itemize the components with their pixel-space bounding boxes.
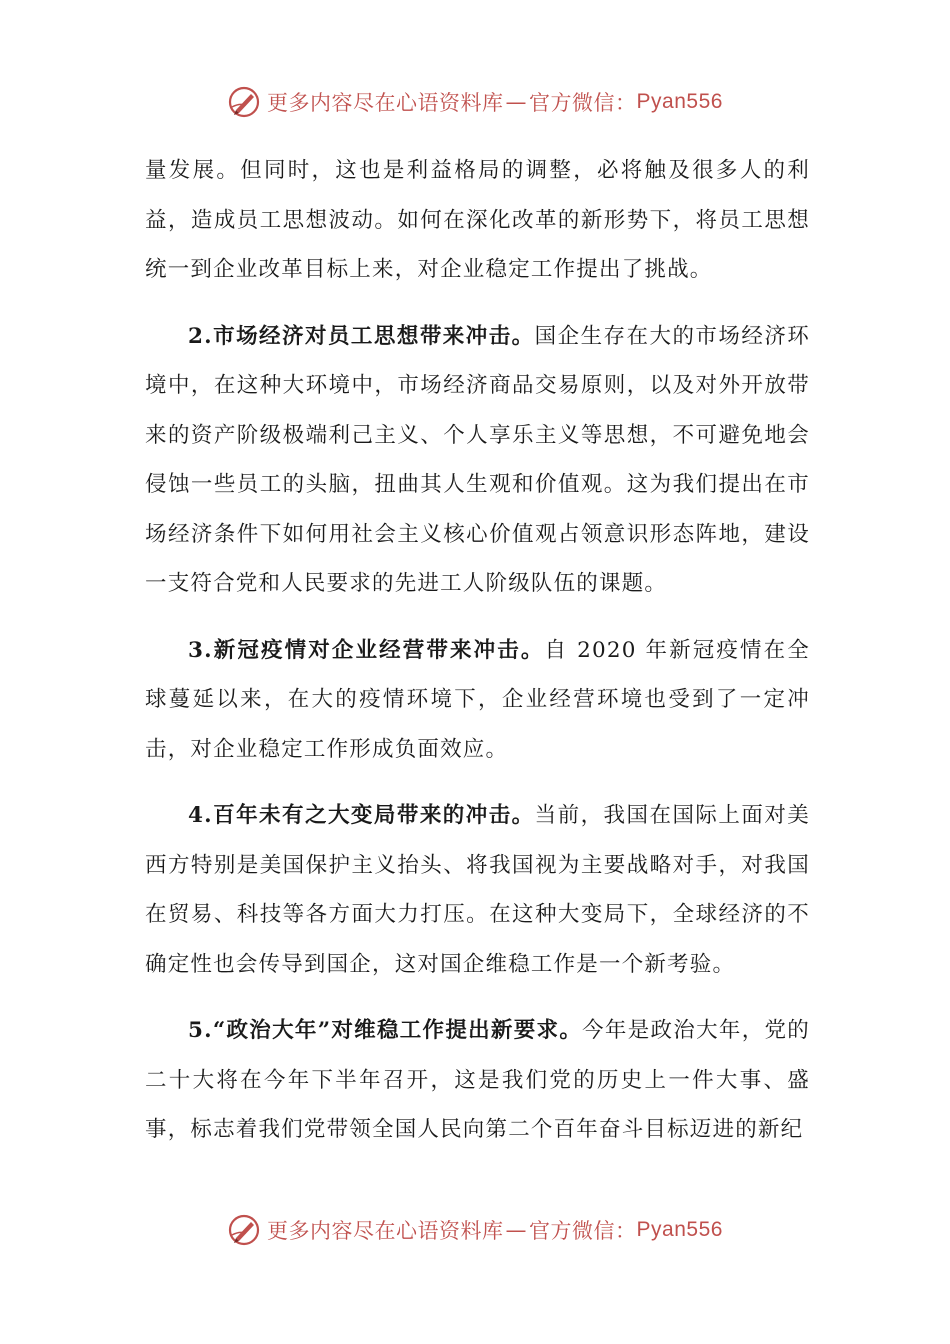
paragraph-1-body: 量发展。但同时，这也是利益格局的调整，必将触及很多人的利益，造成员工思想波动。如何在深化改革的新形势下，将员工思想统一到企业改革目标上来，对企业稳定工作提出了挑战。 (145, 158, 810, 282)
paragraph-5-body: 今年是政治大年，党的二十大将在今年下半年召开，这是我们党的历史上一件大事、盛事，标志着我们党带领全国人民向第二个百年奋斗目标迈进的新纪 (145, 1018, 810, 1142)
banner-wechat-label: 官方微信： (529, 91, 637, 115)
paragraph-2 (145, 312, 810, 609)
banner-dash: — (505, 1218, 528, 1242)
paragraph-3 (145, 626, 810, 775)
banner-dash: — (505, 90, 528, 114)
paragraph-4-heading: 4.百年未有之大变局带来的冲击。 (188, 803, 535, 828)
banner-wechat-label: 官方微信： (529, 1219, 637, 1243)
document-body (145, 146, 810, 1172)
footer-watermark-banner (0, 1210, 950, 1250)
paragraph-3-body: 自 2020 年新冠疫情在全球蔓延以来，在大的疫情环境下，企业经营环境也受到了一定冲击，对企业稳定工作形成负面效应。 (145, 637, 810, 762)
banner-text: 更多内容尽在心语资料库 (267, 91, 504, 115)
pen-logo-icon (227, 85, 261, 119)
banner-text: 更多内容尽在心语资料库 (267, 1219, 504, 1243)
header-watermark-banner (0, 82, 950, 122)
paragraph-5 (145, 1006, 810, 1155)
paragraph-4 (145, 791, 810, 989)
paragraph-5-heading: 5.“政治大年”对维稳工作提出新要求。 (188, 1018, 583, 1043)
paragraph-3-heading: 3.新冠疫情对企业经营带来冲击。 (188, 637, 545, 663)
banner-wechat-id: Pyan556 (636, 90, 723, 113)
pen-logo-icon (227, 1213, 261, 1247)
paragraph-2-heading: 2.市场经济对员工思想带来冲击。 (188, 323, 535, 349)
paragraph-4-body: 当前，我国在国际上面对美西方特别是美国保护主义抬头、将我国视为主要战略对手，对我国在贸易、科技等各方面大力打压。在这种大变局下，全球经济的不确定性也会传导到国企，这对国企维稳工作是一个新考验。 (145, 803, 810, 977)
paragraph-1 (145, 146, 810, 295)
banner-wechat-id: Pyan556 (636, 1218, 723, 1241)
paragraph-2-body: 国企生存在大的市场经济环境中，在这种大环境中，市场经济商品交易原则，以及对外开放带来的资产阶级极端利己主义、个人享乐主义等思想，不可避免地会侵蚀一些员工的头脑，扭曲其人生观和价值观。这为我们提出在市场经济条件下如何用社会主义核心价值观占领意识形态阵地，建设一支符合党和人民要求的先进工人阶级队伍的课题。 (145, 323, 810, 596)
